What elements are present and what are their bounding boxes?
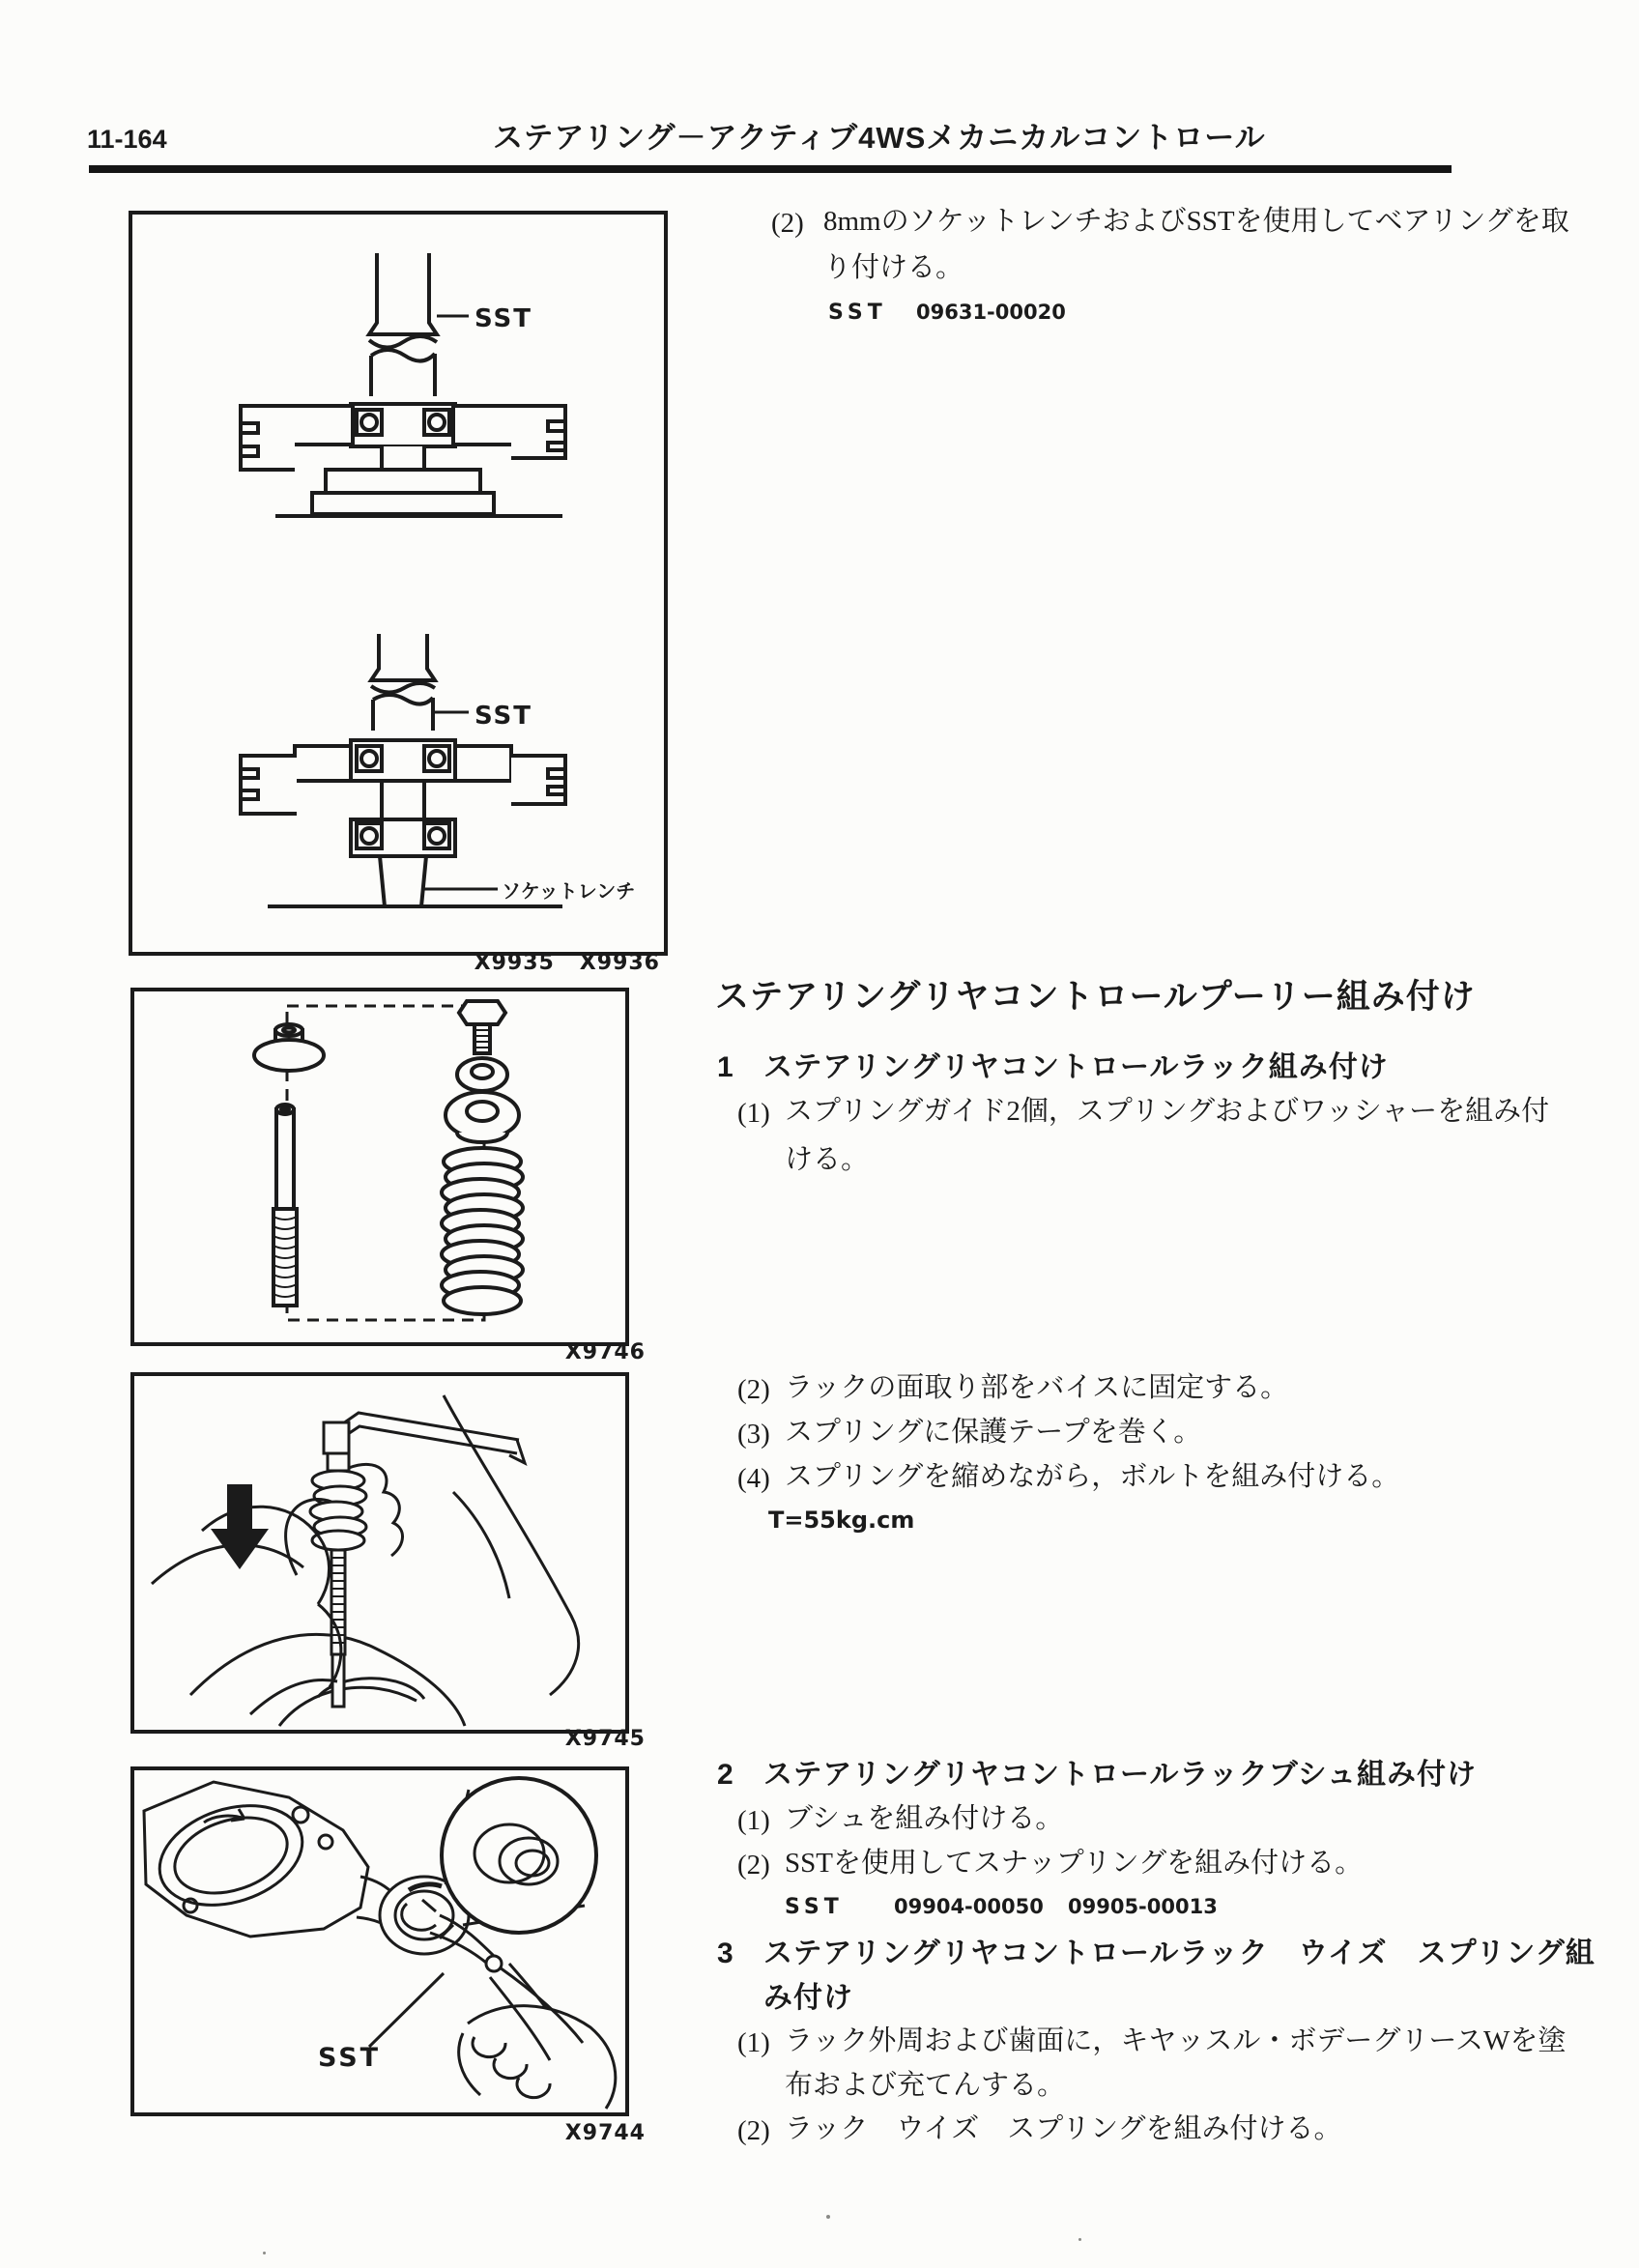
sec1-torque-spec: T=55kg.cm: [768, 1507, 915, 1534]
scan-speck: [263, 2252, 266, 2254]
figure-snap-ring-sst: [130, 1766, 629, 2116]
snap-ring-illustration: [134, 1770, 625, 2112]
sec3-title-line2: み付け: [763, 1982, 853, 2014]
sec2-step2-text: SSTを使用してスナップリングを組み付ける。: [785, 1848, 1364, 1879]
sec2-sst-label: SST: [785, 1895, 844, 1919]
figure-bearing-press: [129, 211, 668, 956]
fig1-socket-wrench-label: ソケットレンチ: [502, 879, 636, 903]
sec1-step1-number: (1): [737, 1098, 770, 1129]
fig3-code: X9745: [564, 1727, 646, 1751]
sec2-step2-number: (2): [737, 1850, 770, 1880]
intro-step-number: (2): [771, 208, 804, 239]
sec1-step1-line1: スプリングガイド2個，スプリングおよびワッシャーを組み付: [785, 1096, 1550, 1127]
sec2-step1-number: (1): [737, 1805, 770, 1836]
bearing-press-illustration: [132, 215, 664, 952]
sec2-step1-text: ブシュを組み付ける。: [785, 1803, 1064, 1834]
sec2-sst-value1: 09904-00050: [894, 1895, 1044, 1918]
sec3-step2-text: ラック ウイズ スプリングを組み付ける。: [785, 2113, 1342, 2144]
sec1-step4-number: (4): [737, 1463, 770, 1494]
fig1-code: X9935 X9936: [474, 951, 660, 975]
fig1-sst-mid-label: SST: [474, 702, 533, 731]
header-rule: [89, 165, 1452, 173]
section-heading: ステアリングリヤコントロールプーリー組み付け: [715, 978, 1476, 1016]
scan-speck: [826, 2215, 830, 2219]
sec3-step1-number: (1): [737, 2027, 770, 2058]
sec2-number: 2: [717, 1759, 734, 1791]
intro-step-line1: 8mmのソケットレンチおよびSSTを使用してベアリングを取: [823, 206, 1569, 237]
sec1-step2-number: (2): [737, 1374, 770, 1405]
sec3-step2-number: (2): [737, 2115, 770, 2146]
sec1-step2-text: ラックの面取り部をバイスに固定する。: [785, 1372, 1289, 1403]
figure-rack-exploded: [130, 988, 629, 1346]
sec1-step1-line2: ける。: [785, 1144, 870, 1175]
fig1-sst-top-label: SST: [474, 304, 533, 333]
sec1-step3-number: (3): [737, 1419, 770, 1450]
scan-speck: [1078, 2238, 1081, 2241]
sec2-title: ステアリングリヤコントロールラックブシュ組み付け: [763, 1759, 1477, 1791]
sec1-title: ステアリングリヤコントロールラック組み付け: [763, 1051, 1389, 1083]
sec2-sst-value2: 09905-00013: [1068, 1895, 1218, 1918]
fig2-code: X9746: [564, 1340, 646, 1364]
sec3-number: 3: [717, 1938, 734, 1969]
sec1-step4-text: スプリングを縮めながら，ボルトを組み付ける。: [785, 1461, 1400, 1492]
sec3-title-line1: ステアリングリヤコントロールラック ウイズ スプリング組: [763, 1938, 1596, 1969]
intro-sst-label: SST: [828, 301, 887, 325]
sec3-step1-line1: ラック外周および歯面に，キヤッスル・ボデーグリースWを塗: [785, 2025, 1567, 2056]
rack-exploded-illustration: [134, 991, 625, 1342]
page-number: 11-164: [87, 125, 167, 154]
intro-step-line2: り付ける。: [823, 252, 964, 283]
fig4-sst-label: SST: [318, 2043, 382, 2073]
sec1-step3-text: スプリングに保護テープを巻く。: [785, 1417, 1202, 1448]
sec3-step1-line2: 布および充てんする。: [785, 2070, 1066, 2101]
spring-compress-illustration: [134, 1376, 625, 1730]
down-arrow-icon: [211, 1484, 269, 1569]
figure-spring-compress: [130, 1372, 629, 1734]
page-title: ステアリング－アクティブ4WSメカニカルコントロール: [493, 121, 1266, 155]
sec1-number: 1: [717, 1051, 734, 1083]
fig4-code: X9744: [564, 2121, 646, 2145]
intro-sst-value: 09631-00020: [916, 301, 1066, 324]
